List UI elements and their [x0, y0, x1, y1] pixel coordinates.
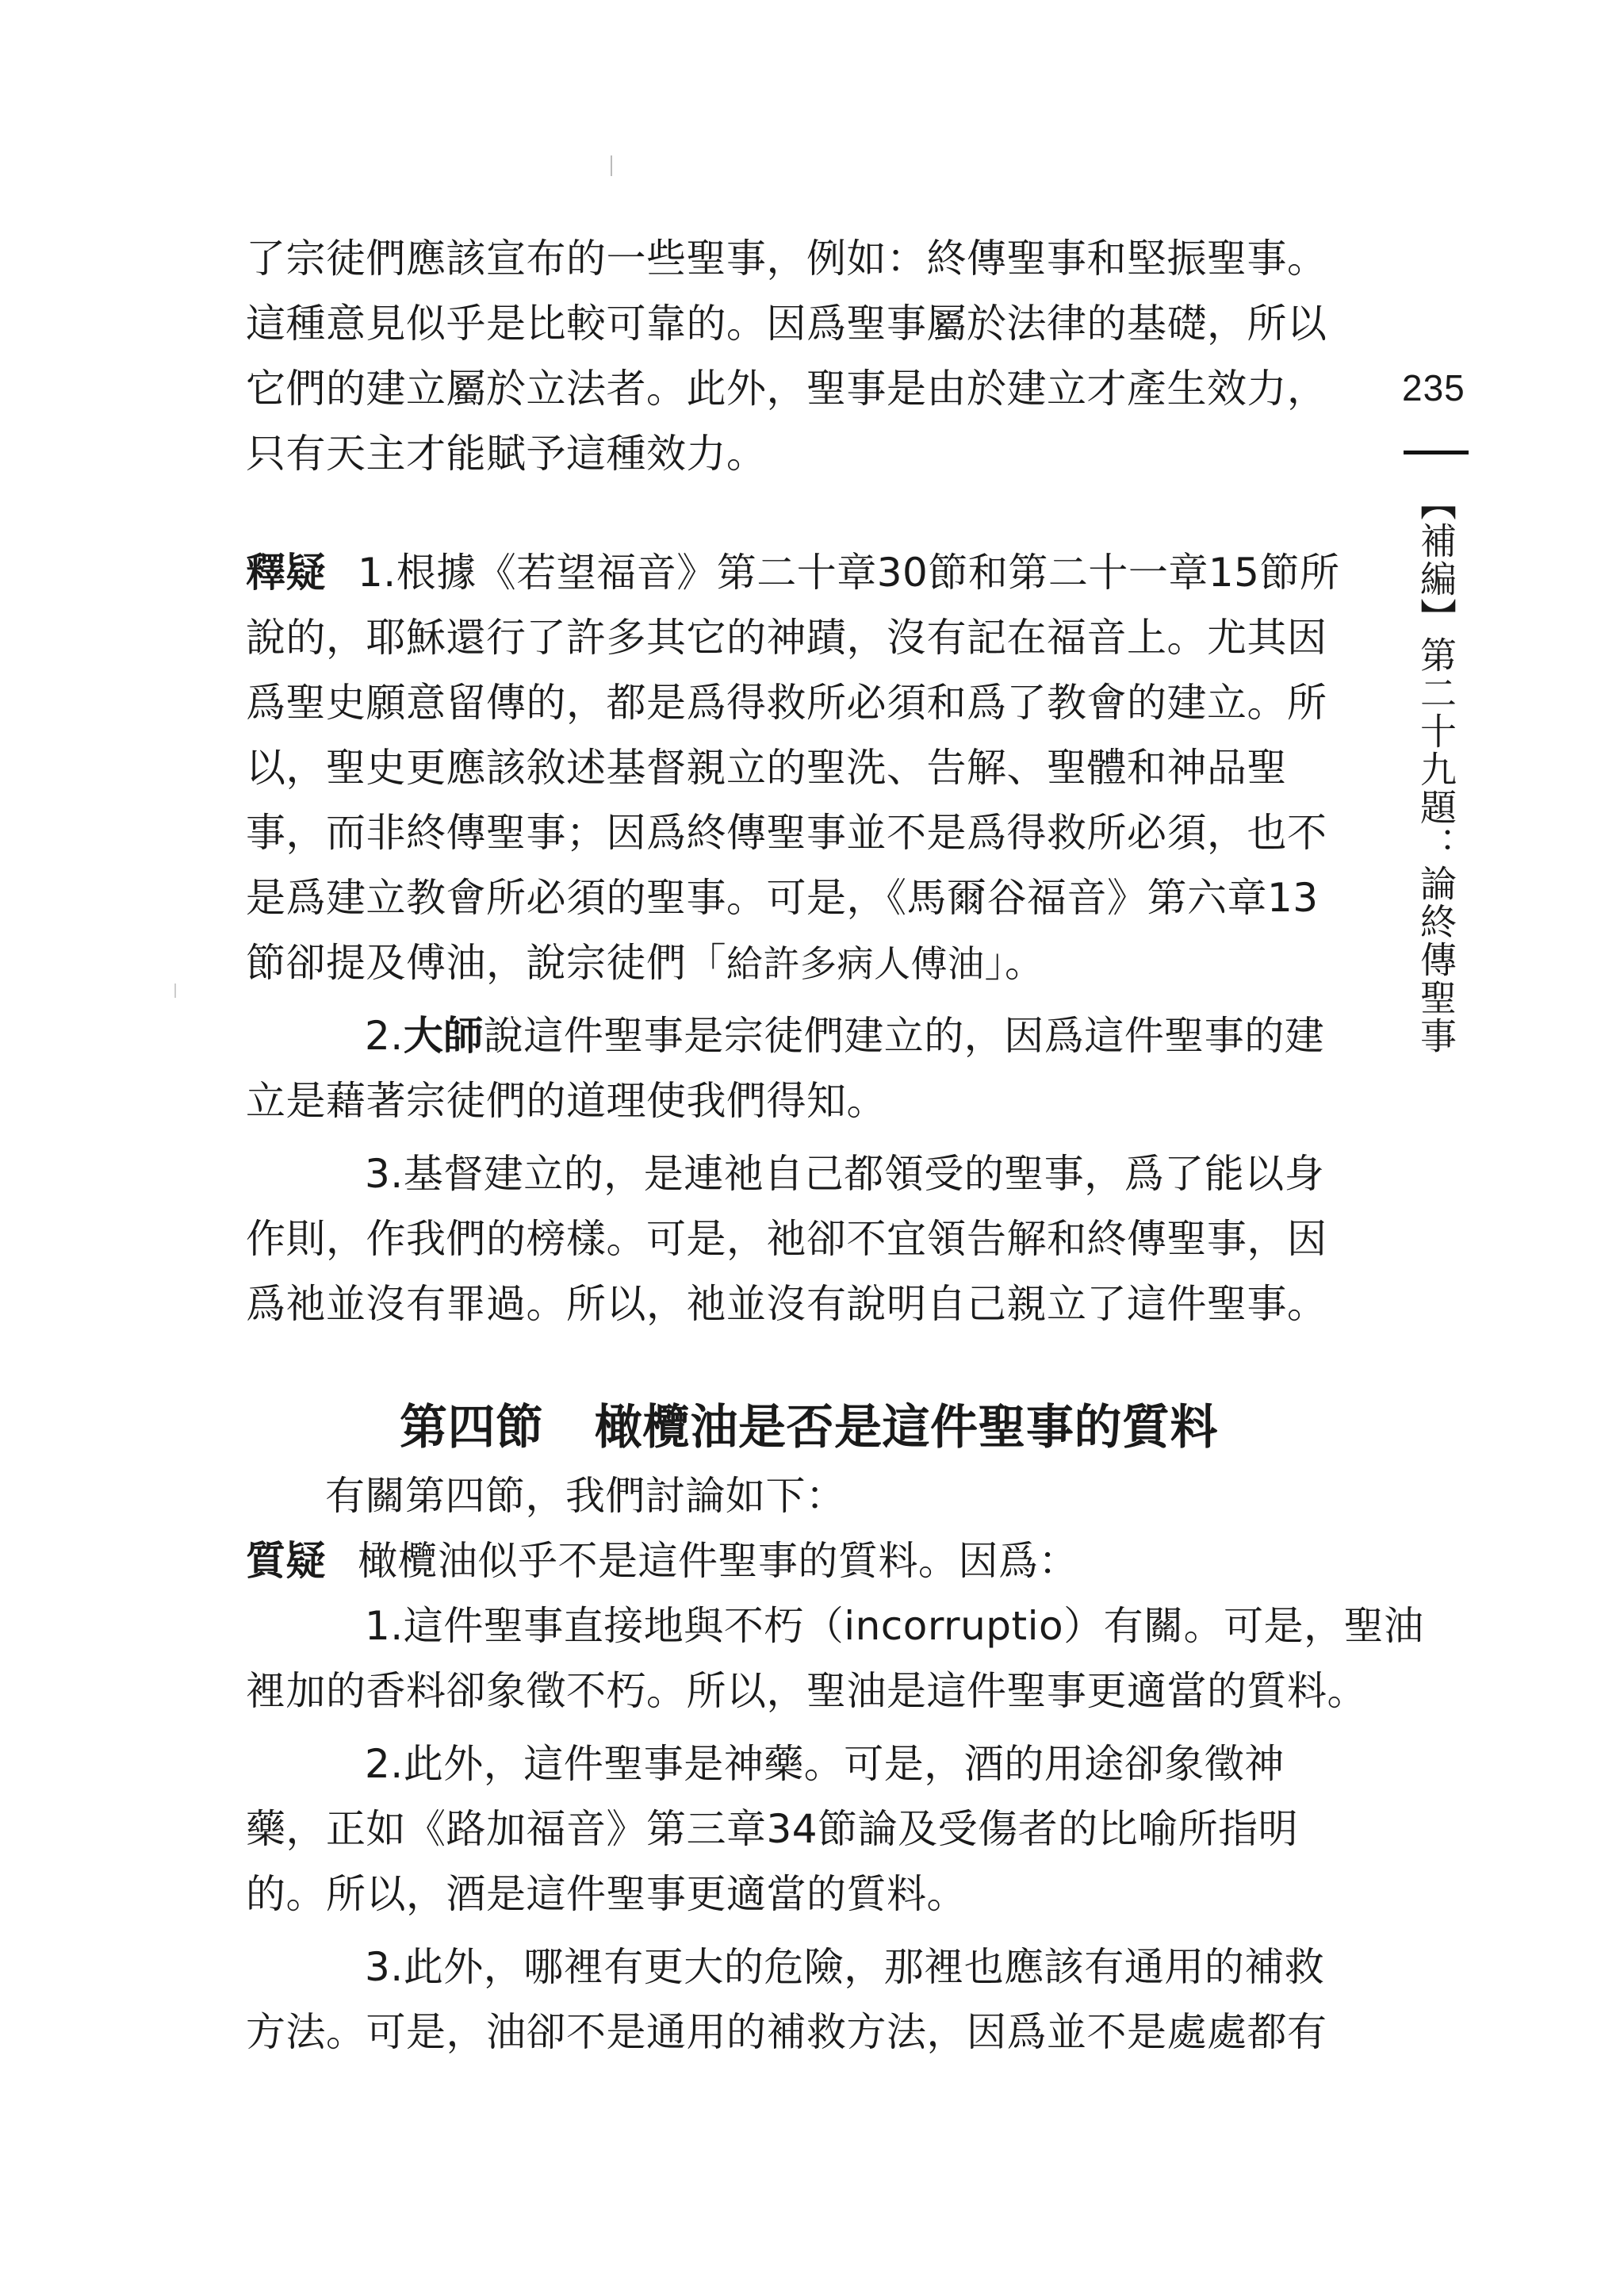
text-line: 3.此外，哪裡有更大的危險，那裡也應該有通用的補救 — [365, 1944, 1325, 1990]
scan-mark — [611, 155, 612, 176]
text-line — [246, 930, 1372, 995]
main-text — [246, 226, 1424, 2065]
master-term: 大師 — [403, 1012, 484, 1059]
text-line: 以，聖史更應該敘述基督親立的聖洗、告解、聖體和神品聖 — [246, 745, 1287, 791]
text-line: 是爲建立教會所必須的聖事。可是，《馬爾谷福音》第六章13 — [246, 875, 1319, 921]
text-span: 橄欖油似乎不是這件聖事的質料。因爲： — [358, 1538, 1078, 1584]
text-line — [246, 1003, 1372, 1068]
text-line: 只有天主才能賦予這種效力。 — [246, 431, 767, 477]
page-number: 235 — [1402, 367, 1465, 408]
text-line: 的。所以，酒是這件聖事更適當的質料。 — [246, 1871, 967, 1917]
text-line: 事，而非終傳聖事；因爲終傳聖事並不是爲得救所必須，也不 — [246, 810, 1327, 856]
scan-mark — [174, 984, 176, 998]
text-line: 立是藉著宗徒們的道理使我們得知。 — [246, 1078, 887, 1124]
running-head-title: 【補編】第二十九題：論終傳聖事 — [1415, 484, 1457, 1055]
text-line: 了宗徒們應該宣布的一些聖事，例如：終傳聖事和堅振聖事。 — [246, 236, 1327, 282]
text-span: 節卻提及傅油，說宗徒們「 — [246, 940, 726, 986]
text-line: 它們的建立屬於立法者。此外，聖事是由於建立才產生效力， — [246, 366, 1327, 412]
text-line: 這種意見似乎是比較可靠的。因爲聖事屬於法律的基礎，所以 — [246, 301, 1327, 347]
text-line: 3.基督建立的，是連祂自己都領受的聖事，爲了能以身 — [365, 1151, 1325, 1197]
text-line: 爲祂並沒有罪過。所以，祂並沒有說明自己親立了這件聖事。 — [246, 1281, 1327, 1327]
text-line: 說的，耶穌還行了許多其它的神蹟，沒有記在福音上。尤其因 — [246, 615, 1327, 661]
section-heading — [246, 1392, 1372, 1463]
text-line: 爲聖史願意留傳的，都是爲得救所必須和爲了教會的建立。所 — [246, 680, 1327, 726]
objection-first-line — [246, 1528, 1372, 1593]
text-line: 2.此外，這件聖事是神藥。可是，酒的用途卻象徵神 — [365, 1741, 1285, 1787]
text-span: 2. — [365, 1013, 404, 1059]
objection-label: 質疑 — [246, 1537, 326, 1584]
text-span: 說這件聖事是宗徒們建立的，因爲這件聖事的建 — [483, 1013, 1325, 1059]
section-intro: 有關第四節，我們討論如下： — [325, 1473, 846, 1519]
running-head-rule — [1404, 451, 1469, 454]
section-number: 第四節 — [400, 1400, 544, 1455]
section-title: 橄欖油是否是這件聖事的質料 — [594, 1400, 1218, 1455]
text-span: 」。 — [984, 940, 1045, 986]
text-line: 作則，作我們的榜樣。可是，祂卻不宜領告解和終傳聖事，因 — [246, 1216, 1327, 1262]
reply-first-line — [246, 540, 1372, 605]
text-span: 1.根據《若望福音》第二十章30節和第二十一章15節所 — [358, 550, 1340, 596]
reply-label: 釋疑 — [246, 549, 326, 596]
text-line: 藥，正如《路加福音》第三章34節論及受傷者的比喻所指明 — [246, 1806, 1299, 1852]
text-line: 1.這件聖事直接地與不朽（incorruptio）有關。可是，聖油 — [365, 1603, 1424, 1649]
text-line: 方法。可是，油卻不是通用的補救方法，因爲並不是處處都有 — [246, 2009, 1327, 2055]
scripture-quote: 給許多病人傅油 — [726, 942, 985, 985]
text-line: 裡加的香料卻象徵不朽。所以，聖油是這件聖事更適當的質料。 — [246, 1668, 1367, 1714]
